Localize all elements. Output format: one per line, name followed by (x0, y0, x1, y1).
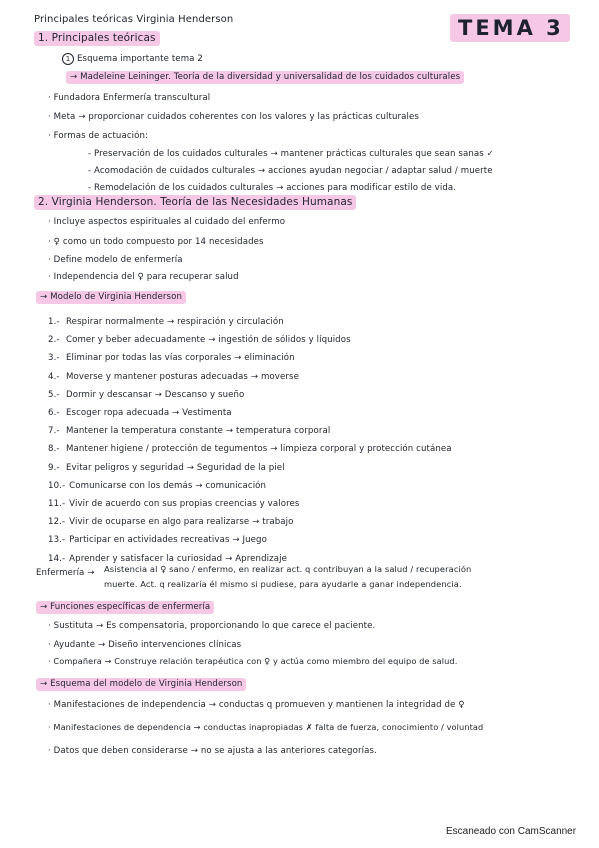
need-text: Respirar normalmente → respiración y circulación (66, 317, 284, 327)
need-number: 3.- (48, 353, 60, 364)
need-item (48, 390, 244, 401)
need-number: 13.- (48, 535, 66, 546)
leininger-heading: → Madeleine Leininger. Teoría de la diversidad y universalidad de los cuidados culturales (66, 72, 464, 83)
leininger-bullet-3: · Formas de actuación: (48, 131, 149, 141)
enfermeria-line-2: muerte. Act. q realizaría él mismo si pudiese, para ayudarle a ganar independencia. (104, 579, 462, 589)
need-item (48, 317, 284, 328)
need-number: 8.- (48, 444, 60, 455)
henderson-bullet-4: · Independencia del ♀ para recuperar salud (48, 272, 239, 282)
enfermeria-line-1: Asistencia al ♀ sano / enfermo, en realizar act. q contribuyan a la salud / recuperación (104, 564, 472, 574)
need-text: Aprender y satisfacer la curiosidad → Aprendizaje (69, 553, 288, 564)
enfermeria-label: Enfermería → (36, 568, 95, 578)
leininger-sub-1: - Preservación de los cuidados culturales → mantener prácticas culturales que sean sanas ✓ (88, 149, 494, 159)
need-text: Vivir de ocuparse en algo para realizarse → trabajo (69, 517, 294, 528)
henderson-bullet-3: · Define modelo de enfermería (48, 255, 183, 265)
need-text: Mantener la temperatura constante → temperatura corporal (66, 426, 331, 437)
need-text: Comer y beber adecuadamente → ingestión de sólidos y líquidos (66, 335, 351, 346)
funciones-bullet-1: · Sustituta → Es compensatoria, proporcionando lo que carece el paciente. (48, 621, 376, 631)
need-item (48, 353, 295, 364)
tema-badge: TEMA 3 (450, 14, 570, 42)
need-text: Participar en actividades recreativas → Juego (69, 535, 267, 546)
funciones-bullet-2: · Ayudante → Diseño intervenciones clínicas (48, 640, 242, 650)
leininger-bullet-2: · Meta → proporcionar cuidados coherentes con los valores y las prácticas culturales (48, 112, 419, 122)
need-number: 10.- (48, 480, 66, 491)
page-title: Principales teóricas Virginia Henderson (34, 14, 234, 25)
scanner-watermark: Escaneado con CamScanner (446, 826, 577, 837)
need-item (48, 372, 299, 383)
section2-heading: 2. Virginia Henderson. Teoría de las Necesidades Humanas (34, 197, 356, 208)
esquema-modelo-heading: → Esquema del modelo de Virginia Henderson (36, 679, 246, 690)
esquema-modelo-bullet-3: · Datos que deben considerarse → no se ajusta a las anteriores categorías. (48, 746, 377, 756)
need-item (48, 554, 287, 565)
modelo-heading: → Modelo de Virginia Henderson (36, 292, 186, 303)
need-item (48, 335, 351, 346)
need-text: Comunicarse con los demás → comunicación (69, 480, 267, 491)
need-item (48, 444, 452, 455)
need-item (48, 463, 285, 474)
need-number: 14.- (48, 553, 66, 564)
need-text: Eliminar por todas las vías corporales → eliminación (66, 353, 295, 364)
need-text: Escoger ropa adecuada → Vestimenta (66, 408, 232, 418)
need-number: 9.- (48, 462, 60, 473)
need-text: Evitar peligros y seguridad → Seguridad de la piel (66, 462, 285, 473)
need-text: Moverse y mantener posturas adecuadas → moverse (66, 371, 299, 382)
esquema-modelo-bullet-1: · Manifestaciones de independencia → conductas q promueven y mantienen la integridad de ♀ (48, 700, 465, 710)
need-item (48, 535, 267, 546)
leininger-sub-3: - Remodelación de los cuidados culturales → acciones para modificar estilo de vida. (88, 183, 457, 193)
leininger-sub-2: - Acomodación de cuidados culturales → acciones ayudan negociar / adaptar salud / muerte (88, 166, 493, 176)
need-text: Mantener higiene / protección de tegumentos → limpieza corporal y protección cutánea (66, 444, 452, 455)
esquema-note: 1 Esquema importante tema 2 (62, 53, 203, 65)
need-item (48, 517, 294, 528)
henderson-bullet-2: · ♀ como un todo compuesto por 14 necesidades (48, 237, 264, 247)
henderson-bullet-1: · Incluye aspectos espirituales al cuidado del enfermo (48, 217, 286, 227)
need-number: 7.- (48, 426, 60, 437)
funciones-heading: → Funciones específicas de enfermería (36, 602, 214, 613)
funciones-bullet-3: · Compañera → Construye relación terapéutica con ♀ y actúa como miembro del equipo de salud. (48, 656, 458, 666)
need-item (48, 481, 266, 492)
need-number: 11.- (48, 499, 66, 509)
esquema-modelo-bullet-2: · Manifestaciones de dependencia → conductas inapropiadas ✗ falta de fuerza, conocimiento / voluntad (48, 722, 484, 732)
need-number: 2.- (48, 335, 60, 346)
need-text: Dormir y descansar → Descanso y sueño (66, 389, 245, 400)
leininger-bullet-1: · Fundadora Enfermería transcultural (48, 93, 211, 103)
need-number: 12.- (48, 517, 66, 528)
need-number: 5.- (48, 389, 60, 400)
need-number: 4.- (48, 371, 60, 382)
need-item (48, 408, 232, 419)
need-text: Vivir de acuerdo con sus propias creencias y valores (69, 499, 300, 509)
section1-heading: 1. Principales teóricas (34, 33, 160, 44)
need-number: 6.- (48, 408, 60, 418)
need-item (48, 426, 330, 437)
need-number: 1.- (48, 317, 60, 327)
need-item (48, 499, 299, 510)
